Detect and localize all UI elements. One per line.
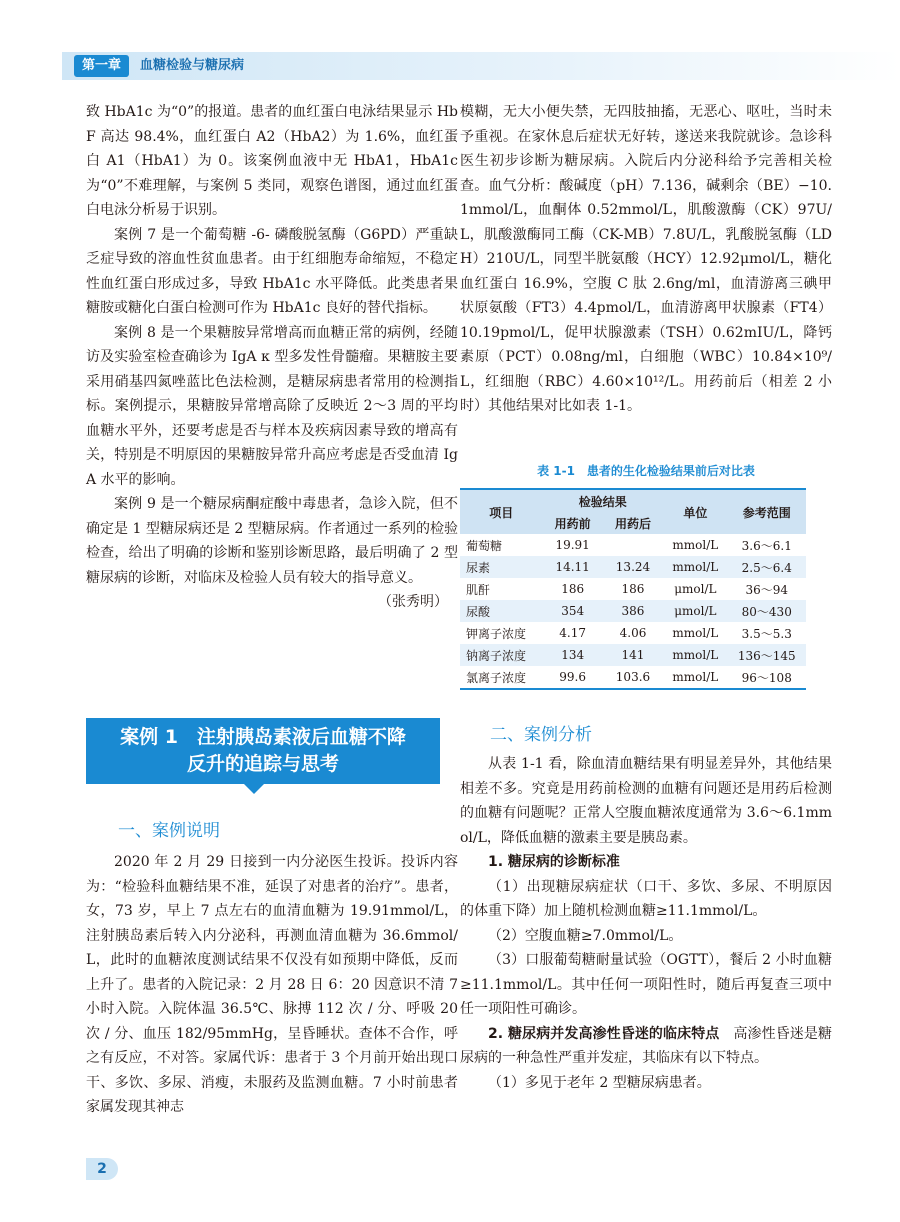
cell-item: 尿酸 — [460, 600, 542, 622]
cell-after: 13.24 — [603, 556, 663, 578]
cell-ref: 96～108 — [728, 666, 806, 689]
cell-unit: mmol/L — [663, 644, 727, 666]
table-row — [460, 556, 806, 578]
cell-before: 134 — [542, 644, 602, 666]
table-row — [460, 644, 806, 666]
paragraph: 案例 7 是一个葡萄糖 -6- 磷酸脱氢酶（G6PD）严重缺乏症导致的溶血性贫血患者。由于红细胞寿命缩短，不稳定性血红蛋白形成过多，导致 HbA1c 水平降低。此类患者果糖胺或糖化白蛋白检测可作为 HbA1c 良好的替代指标。 — [86, 226, 458, 316]
table-row — [460, 534, 806, 556]
paragraph: 致 HbA1c 为“0”的报道。患者的血红蛋白电泳结果显示 HbF 高达 98.4%，血红蛋白 A2（HbA2）为 1.6%，血红蛋白 A1（HbA1）为 0。该案例血液中无 HbA1，HbA1c 为“0”不难理解，与案例 5 类同，观察色谱图，通过血红蛋白电泳分析易于识别。 — [86, 104, 458, 218]
case-banner-pointer — [244, 784, 264, 794]
paragraph: 2020 年 2 月 29 日接到一内分泌医生投诉。投诉内容为：“检验科血糖结果不准，延误了对患者的治疗”。患者，女，73 岁，早上 7 点左右的血清血糖为 19.91mmol/L，注射胰岛素后转入内分泌科，再测血清血糖为 36.6mmol/L，此时的血糖浓度测试结果不仅没有如预期中降低，反而上升了。患者的入院记录：2 月 28 日 6：20 因意识不清 7 小时入院。入院体温 36.5℃、脉搏 112 次 / 分、呼吸 20 次 / 分、血压 182/95mmHg，呈昏睡状。查体不合作，呼之有反应，不对答。家属代诉：患者于 3 个月前开始出现口干、多饮、多尿、消瘦，未服药及监测血糖。7 小时前患者家属发现其神志 — [86, 854, 458, 1115]
table-caption: 表 1-1 患者的生化检验结果前后对比表 — [537, 464, 755, 478]
table-row — [460, 600, 806, 622]
table-header-results: 检验结果 — [542, 489, 663, 512]
paragraph: （1）出现糖尿病症状（口干、多饮、多尿、不明原因的体重下降）加上随机检测血糖≥11.1mmol/L。 — [460, 878, 832, 919]
cell-before: 19.91 — [555, 538, 590, 552]
cell-ref: 3.5～5.3 — [741, 626, 792, 641]
cell-ref: 136～145 — [728, 644, 806, 666]
cell-unit: μmol/L — [663, 600, 727, 622]
left-column-top — [86, 100, 458, 614]
cell-unit: μmol/L — [674, 582, 717, 596]
cell-unit: mmol/L — [672, 538, 719, 552]
author-credit: （张秀明） — [378, 594, 448, 610]
cell-unit: mmol/L — [663, 666, 727, 689]
cell-unit: mmol/L — [672, 626, 719, 640]
subheading-diagnosis — [460, 850, 832, 875]
table-header-unit: 单位 — [663, 489, 727, 534]
cell-ref: 3.6～6.1 — [741, 538, 792, 553]
case-banner-line2: 反升的追踪与思考 — [186, 753, 339, 775]
cell-item: 氯离子浓度 — [460, 666, 542, 689]
chapter-title: 血糖检验与糖尿病 — [140, 58, 245, 73]
cell-after: 141 — [603, 644, 663, 666]
cell-after: 186 — [621, 582, 645, 596]
cell-before: 186 — [561, 582, 585, 596]
table-header-item: 项目 — [460, 489, 542, 534]
cell-after: 386 — [603, 600, 663, 622]
cell-before: 4.17 — [559, 626, 586, 640]
section-title-case-analysis: 二、案例分析 — [490, 725, 592, 745]
subheading-text: 2. 糖尿病并发高渗性昏迷的临床特点 — [488, 1025, 720, 1042]
cell-before: 354 — [542, 600, 602, 622]
paragraph: （3）口服葡萄糖耐量试验（OGTT），餐后 2 小时血糖≥11.1mmol/L。其中任何一项阳性时，随后再复查三项中任一项阳性可确诊。 — [460, 952, 832, 1017]
cell-item: 葡萄糖 — [466, 538, 503, 553]
paragraph: 从表 1-1 看，除血清血糖结果有明显差异外，其他结果相差不多。究竟是用药前检测的血糖有问题还是用药后检测的血糖有问题呢？正常人空腹血糖浓度通常为 3.6～6.1mmol/L，降低血糖的激素主要是胰岛素。 — [460, 756, 832, 846]
paragraph: 案例 9 是一个糖尿病酮症酸中毒患者，急诊入院，但不确定是 1 型糖尿病还是 2 型糖尿病。作者通过一系列的检验检查，给出了明确的诊断和鉴别诊断思路，最后明确了 2 型糖尿病的诊断，对临床及检验人员有较大的指导意义。 — [86, 496, 458, 586]
cell-after: 4.06 — [619, 626, 647, 640]
case-banner — [86, 718, 440, 784]
table-header-ref: 参考范围 — [728, 489, 806, 534]
table-row — [460, 666, 806, 689]
cell-unit: mmol/L — [663, 556, 727, 578]
paragraph: （2）空腹血糖≥7.0mmol/L。 — [488, 927, 683, 944]
cell-after: 103.6 — [603, 666, 663, 689]
table-header-before: 用药前 — [542, 512, 602, 534]
cell-ref: 2.5～6.4 — [728, 556, 806, 578]
cell-ref: 80～430 — [728, 600, 806, 622]
table-header-after: 用药后 — [603, 512, 663, 534]
cell-item: 尿素 — [460, 556, 542, 578]
cell-before: 14.11 — [542, 556, 602, 578]
cell-item: 钾离子浓度 — [466, 626, 527, 641]
chapter-label: 第一章 — [74, 55, 129, 77]
cell-item: 钠离子浓度 — [460, 644, 542, 666]
left-column-bottom — [86, 850, 458, 1120]
cell-item: 肌酐 — [466, 582, 491, 597]
paragraph-text: 高渗性昏迷是糖尿病的一种急性严重并发症，其临床有以下特点。 — [460, 1025, 833, 1066]
table-row — [460, 578, 806, 600]
right-column-bottom — [460, 752, 832, 1095]
cell-after — [603, 534, 663, 556]
cell-ref: 36～94 — [745, 582, 789, 597]
paragraph: （1）多见于老年 2 型糖尿病患者。 — [488, 1074, 711, 1091]
top-margin — [0, 0, 900, 52]
page-number: 2 — [86, 1158, 118, 1180]
paragraph-with-subheading — [460, 1022, 832, 1071]
cell-before: 99.6 — [542, 666, 602, 689]
paragraph: 案例 8 是一个果糖胺异常增高而血糖正常的病例，经随访及实验室检查确诊为 IgA κ 型多发性骨髓瘤。果糖胺主要采用硝基四氮唑蓝比色法检测，是糖尿病患者常用的检测指标。案例提示，果糖胺异常增高除了反映近 2～3 周的平均血糖水平外，还要考虑是否与样本及疾病因素导致的增高有关，特别是不明原因的果糖胺异常升高应考虑是否受血清 IgA 水平的影响。 — [86, 324, 458, 488]
table-row — [460, 622, 806, 644]
section-title-case-description: 一、案例说明 — [118, 821, 220, 841]
right-column-top — [460, 100, 832, 419]
results-table — [460, 488, 806, 690]
subheading-text: 1. 糖尿病的诊断标准 — [488, 854, 620, 870]
paragraph: 模糊，无大小便失禁，无四肢抽搐，无恶心、呕吐，当时未予重视。在家休息后症状无好转，遂送来我院就诊。急诊科医生初步诊断为糖尿病。入院后内分泌科给予完善相关检查。血气分析：酸碱度（pH）7.136，碱剩余（BE）−10.1mmol/L，血酮体 0.52mmol/L，肌酸激酶（CK）97U/L，肌酸激酶同工酶（CK-MB）7.8U/L，乳酸脱氢酶（LDH）210U/L，同型半胱氨酸（HCY）12.92μmol/L，糖化血红蛋白 16.9%，空腹 C 肽 2.6ng/ml，血清游离三碘甲状原氨酸（FT3）4.4pmol/L，血清游离甲状腺素（FT4）10.19pmol/L，促甲状腺激素（TSH）0.62mIU/L，降钙素原（PCT）0.08ng/ml，白细胞（WBC）10.84×10⁹/L，红细胞（RBC）4.60×10¹²/L。用药前后（相差 2 小时）其他结果对比如表 1-1。 — [460, 104, 832, 414]
case-banner-line1: 案例 1 注射胰岛素液后血糖不降 — [120, 726, 406, 748]
